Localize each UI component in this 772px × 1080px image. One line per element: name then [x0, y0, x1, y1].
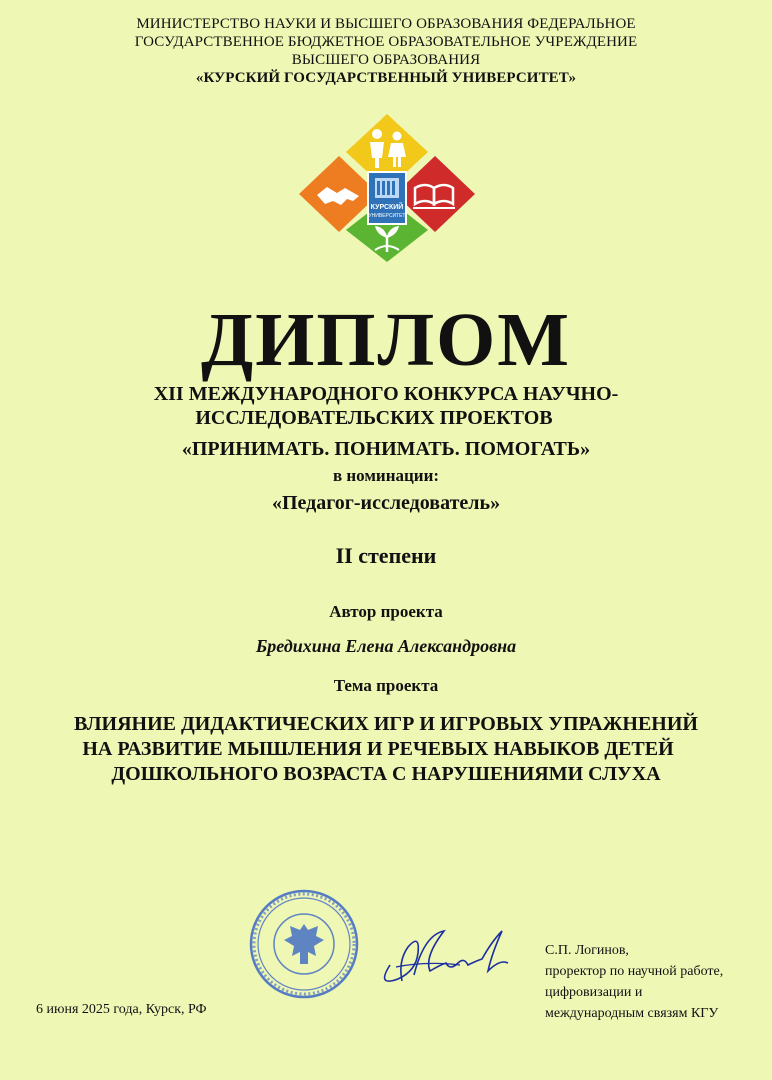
contest-line-1: XII МЕЖДУНАРОДНОГО КОНКУРСА НАУЧНО- — [153, 383, 619, 405]
diploma-degree: II степени — [335, 543, 437, 568]
ministry-header — [0, 15, 772, 87]
date-place: 6 июня 2025 года, Курск, РФ — [36, 1002, 207, 1017]
signer-name: С.П. Логинов, — [545, 943, 629, 958]
signer-role-3: международным связям КГУ — [545, 1006, 719, 1021]
author-label: Автор проекта — [329, 602, 443, 621]
header-line-3: ВЫСШЕГО ОБРАЗОВАНИЯ — [291, 52, 481, 68]
signature — [370, 915, 540, 1005]
signer-role-1: проректор по научной работе, — [545, 964, 724, 979]
contest-motto: «ПРИНИМАТЬ. ПОНИМАТЬ. ПОМОГАТЬ» — [181, 438, 591, 460]
nomination-label: в номинации: — [332, 466, 440, 485]
header-line-2: ГОСУДАРСТВЕННОЕ БЮДЖЕТНОЕ ОБРАЗОВАТЕЛЬНОЕ УЧРЕЖДЕНИЕ — [134, 34, 638, 50]
topic-line-3: ДОШКОЛЬНОГО ВОЗРАСТА С НАРУШЕНИЯМИ СЛУХА — [111, 763, 661, 785]
signer-block — [545, 940, 765, 1024]
header-line-1: МИНИСТЕРСТВО НАУКИ И ВЫСШЕГО ОБРАЗОВАНИЯ ФЕДЕРАЛЬНОЕ — [136, 16, 636, 32]
topic-label: Тема проекта — [333, 676, 439, 695]
contest-line-2: ИССЛЕДОВАТЕЛЬСКИХ ПРОЕКТОВ — [195, 407, 553, 429]
official-seal — [248, 888, 360, 1000]
logo-text-1: КУРСКИЙ — [370, 204, 404, 211]
university-name: «КУРСКИЙ ГОСУДАРСТВЕННЫЙ УНИВЕРСИТЕТ» — [195, 70, 577, 86]
diploma-title: ДИПЛОМ — [201, 298, 571, 382]
university-logo — [297, 112, 477, 262]
building-icon — [375, 178, 399, 198]
topic-line-2: НА РАЗВИТИЕ МЫШЛЕНИЯ И РЕЧЕВЫХ НАВЫКОВ ДЕТЕЙ — [82, 738, 674, 760]
nomination-name: «Педагог-исследователь» — [271, 492, 501, 514]
eagle-emblem-icon — [284, 924, 324, 964]
author-name: Бредихина Елена Александровна — [255, 636, 517, 656]
signer-role-2: цифровизации и — [545, 985, 643, 1000]
logo-text-2: УНИВЕРСИТЕТ — [368, 213, 406, 219]
topic-line-1: ВЛИЯНИЕ ДИДАКТИЧЕСКИХ ИГР И ИГРОВЫХ УПРАЖНЕНИЙ — [74, 713, 698, 735]
